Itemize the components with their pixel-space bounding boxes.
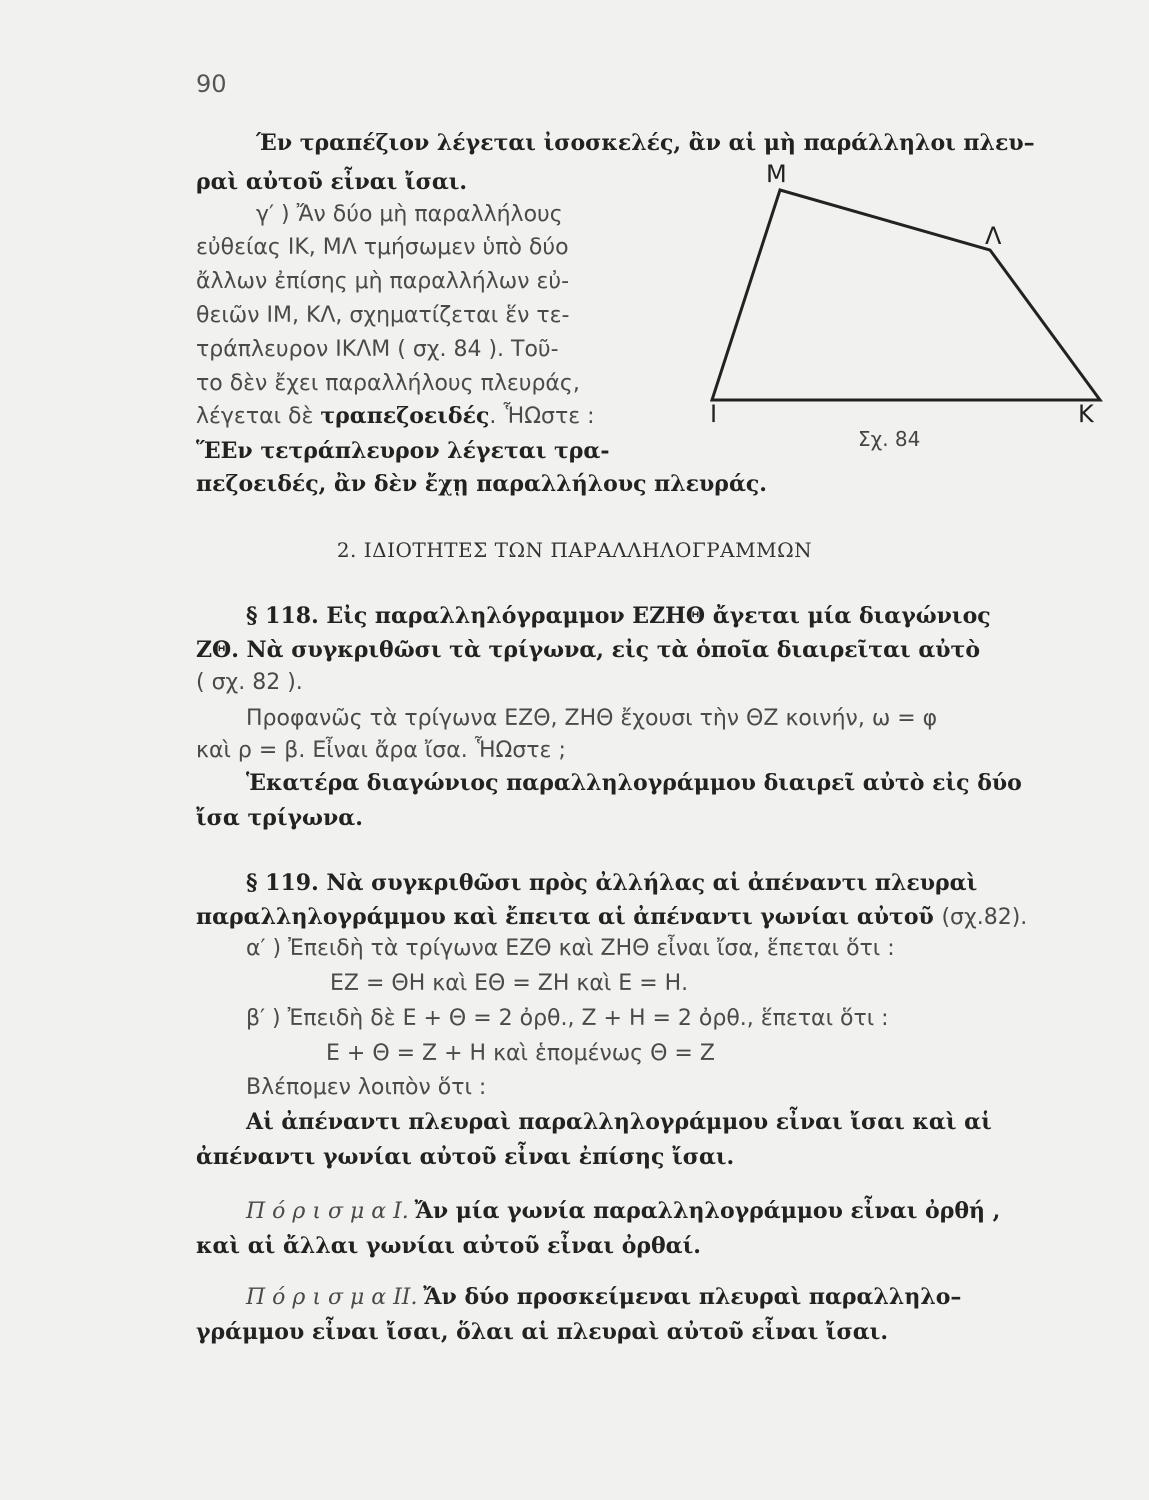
equation-line: Ε + Θ = Ζ + Η καὶ ἑπομένως Θ = Ζ	[326, 1041, 715, 1066]
paragraph-118-line: ( σχ. 82 ).	[196, 670, 303, 695]
text-span: . ἯΩστε :	[489, 404, 595, 429]
text-span: παραλληλογράμμου καὶ ἔπειτα αἱ ἀπέναντι γωνίαι αὐτοῦ	[196, 904, 942, 930]
corollary-2-line: γράμμου εἶναι ἴσαι, ὅλαι αἱ πλευραὶ αὐτοῦ εἶναι ἴσαι.	[196, 1319, 888, 1345]
paragraph-118-line: Ἑκατέρα διαγώνιος παραλληλογράμμου διαιρεῖ αὐτὸ εἰς δύο	[246, 770, 1022, 796]
paragraph-118-line: § 118. Εἰς παραλληλόγραμμον ΕΖΗΘ ἄγεται μία διαγώνιος	[246, 603, 991, 629]
corollary-2-line	[246, 1282, 961, 1313]
corollary-1-line: καὶ αἱ ἄλλαι γωνίαι αὐτοῦ εἶναι ὀρθαί.	[196, 1233, 701, 1259]
figure-reference: (σχ.82).	[941, 905, 1028, 930]
section-heading: 2. ΙΔΙΟΤΗΤΕΣ ΤΩΝ ΠΑΡΑΛΛΗΛΟΓΡΑΜΜΩΝ	[336, 538, 813, 562]
figure-84	[700, 160, 1120, 460]
term-trapezoid: τραπεζοειδές	[320, 403, 490, 429]
paragraph-119-line: β′ ) Ἐπειδὴ δὲ Ε + Θ = 2 ὀρθ., Ζ + Η = 2 ὀρθ., ἕπεται ὅτι :	[246, 1006, 889, 1031]
corollary-1-line	[246, 1196, 1000, 1227]
text-line: Έν τραπέζιον λέγεται ἰσοσκελές, ἂν αἱ μὴ παράλληλοι πλευ–	[256, 130, 1035, 156]
text-line: εὐθείας ΙΚ, ΜΛ τμήσωμεν ὑπὸ δύο	[196, 235, 569, 260]
paragraph-119-line: Αἱ ἀπέναντι πλευραὶ παραλληλογράμμου εἶναι ἴσαι καὶ αἱ	[246, 1109, 992, 1135]
paragraph-119-line	[196, 902, 1027, 933]
text-span: Ἄν μία γωνία παραλληλογράμμου εἶναι ὀρθή ,	[414, 1198, 1001, 1224]
paragraph-118-line: Προφανῶς τὰ τρίγωνα ΕΖΘ, ΖΗΘ ἔχουσι τὴν ΘΖ κοινήν, ω = φ	[246, 706, 938, 731]
paragraph-119-line: α′ ) Ἐπειδὴ τὰ τρίγωνα ΕΖΘ καὶ ΖΗΘ εἶναι ἴσα, ἕπεται ὅτι :	[246, 936, 895, 961]
text-line: θειῶν ΙΜ, ΚΛ, σχηματίζεται ἕν τε-	[196, 303, 570, 328]
text-line: το δὲν ἔχει παραλλήλους πλευράς,	[196, 371, 580, 396]
paragraph-118-line: ἴσα τρίγωνα.	[196, 805, 363, 831]
vertex-label-I: Ι	[710, 400, 718, 428]
text-line: ἝΕν τετράπλευρον λέγεται τρα-	[196, 438, 610, 464]
text-line: γ′ ) Ἄν δύο μὴ παραλλήλους	[256, 202, 563, 227]
corollary-label: Π ό ρ ι σ μ α II.	[246, 1285, 418, 1310]
text-line	[196, 401, 595, 432]
text-span: λέγεται δὲ	[196, 404, 321, 429]
quadrilateral-diagram	[700, 160, 1120, 460]
vertex-label-M: Μ	[766, 160, 787, 188]
text-line: τράπλευρον ΙΚΛΜ ( σχ. 84 ). Τοῦ-	[196, 337, 559, 362]
text-line: ἄλλων ἐπίσης μὴ παραλλήλων εὐ-	[196, 269, 570, 294]
vertex-label-L: Λ	[985, 222, 1002, 250]
page-number: 90	[196, 70, 227, 98]
paragraph-118-line: ΖΘ. Νὰ συγκριθῶσι τὰ τρίγωνα, εἰς τὰ ὁποῖα διαιρεῖται αὐτὸ	[196, 637, 981, 663]
paragraph-119-line: § 119. Νὰ συγκριθῶσι πρὸς ἀλλήλας αἱ ἀπέναντι πλευραὶ	[246, 870, 978, 896]
text-line: πεζοειδές, ἂν δὲν ἔχῃ παραλλήλους πλευράς.	[196, 471, 767, 497]
quadrilateral-shape	[712, 190, 1100, 400]
paragraph-119-line: ἀπέναντι γωνίαι αὐτοῦ εἶναι ἐπίσης ἴσαι.	[196, 1144, 735, 1170]
corollary-label: Π ό ρ ι σ μ α I.	[246, 1199, 409, 1224]
equation-line: ΕΖ = ΘΗ καὶ ΕΘ = ΖΗ καὶ Ε = Η.	[330, 971, 689, 996]
paragraph-118-line: καὶ ρ = β. Εἶναι ἄρα ἴσα. ἯΩστε ;	[196, 738, 566, 763]
paragraph-119-line: Βλέπομεν λοιπὸν ὅτι :	[246, 1075, 487, 1100]
vertex-label-K: Κ	[1078, 400, 1094, 428]
figure-caption: Σχ. 84	[858, 427, 921, 451]
text-line: ραὶ αὐτοῦ εἶναι ἴσαι.	[196, 169, 468, 195]
text-span: Ἄν δύο προσκείμεναι πλευραὶ παραλληλο–	[423, 1284, 962, 1310]
